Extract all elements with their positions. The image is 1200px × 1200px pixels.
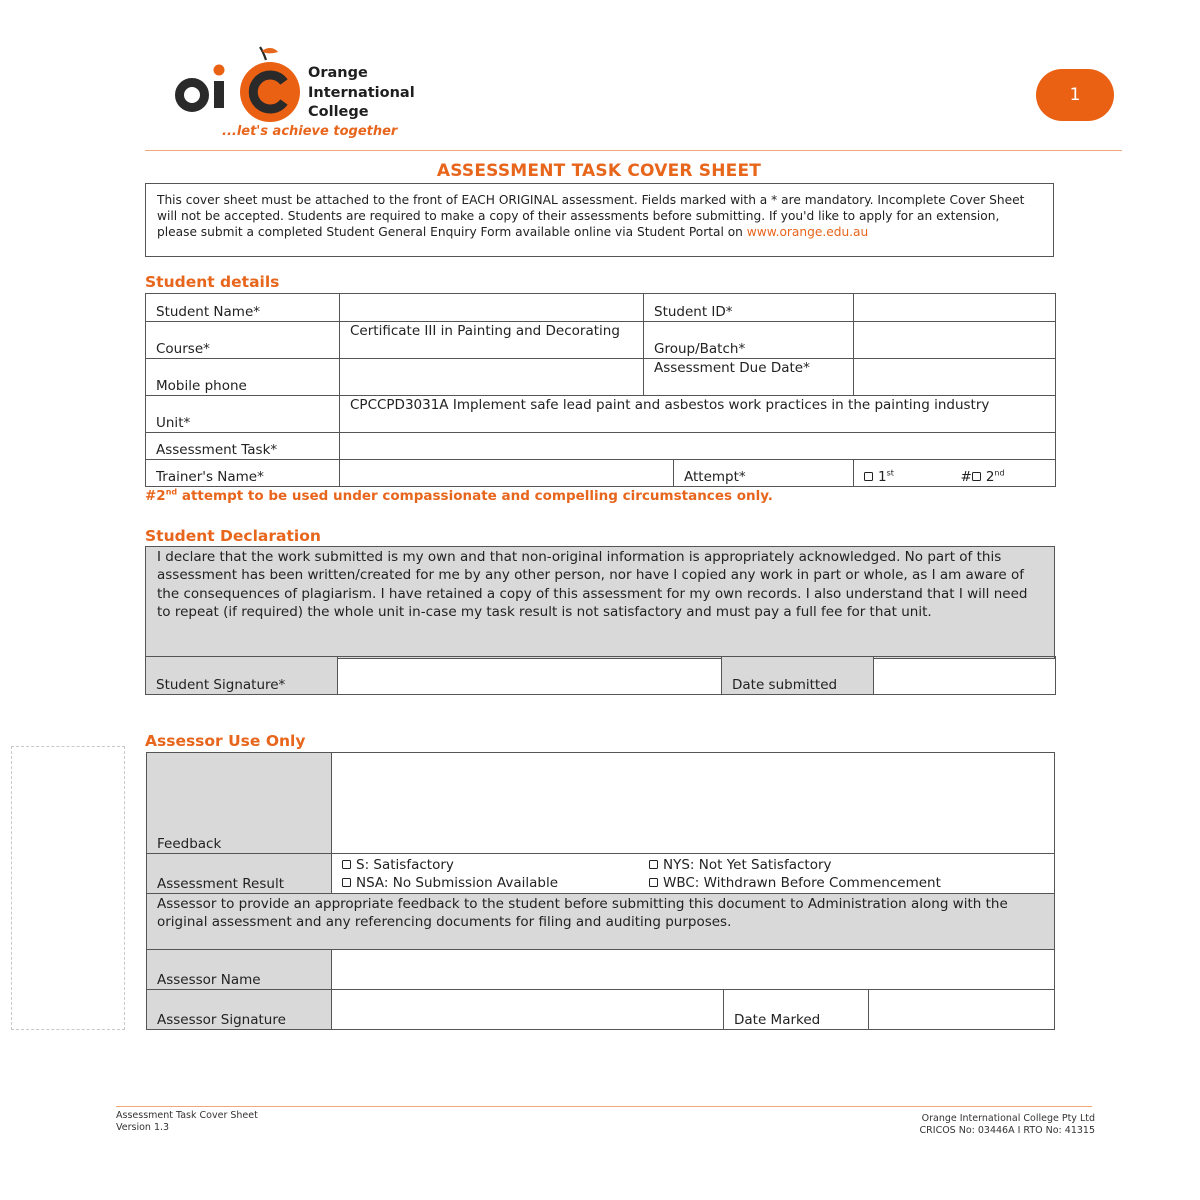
student-id-field[interactable] — [854, 294, 1056, 322]
checkbox-icon[interactable] — [972, 472, 981, 481]
date-submitted-field[interactable] — [874, 657, 1056, 695]
checkbox-icon[interactable] — [342, 878, 351, 887]
course-field[interactable]: Certificate III in Painting and Decorating — [340, 322, 644, 359]
checkbox-icon[interactable] — [649, 878, 658, 887]
checkbox-icon[interactable] — [649, 860, 658, 869]
tagline: ...let's achieve together — [222, 124, 398, 139]
unit-label: Unit* — [146, 396, 340, 433]
result-option-s[interactable]: S: Satisfactory — [342, 856, 649, 874]
checkbox-icon[interactable] — [864, 472, 873, 481]
assessment-result-label: Assessment Result — [147, 854, 332, 894]
result-option-nys[interactable]: NYS: Not Yet Satisfactory — [649, 856, 941, 874]
assessment-result-options — [332, 854, 1055, 894]
date-marked-field[interactable] — [869, 990, 1055, 1030]
trainer-name-label: Trainer's Name* — [146, 460, 340, 487]
checkbox-icon[interactable] — [342, 860, 351, 869]
assessor-instruction: Assessor to provide an appropriate feedback to the student before submitting this document to Administration along with the original assessment and any referencing documents for filing and auditing purposes. — [147, 894, 1055, 950]
logo-mark-text: oiC — [174, 44, 176, 45]
dashed-margin-box — [11, 746, 125, 1030]
student-details-heading: Student details — [145, 273, 280, 291]
footer-divider — [116, 1106, 1092, 1107]
result-option-wbc[interactable]: WBC: Withdrawn Before Commencement — [649, 874, 941, 892]
attempt-second-option[interactable]: # 2nd — [960, 468, 1005, 485]
assessor-signature-label: Assessor Signature — [147, 990, 332, 1030]
assessment-task-field[interactable] — [340, 433, 1056, 460]
header-divider — [145, 150, 1122, 151]
footer-registration: CRICOS No: 03446A I RTO No: 41315 — [919, 1125, 1095, 1136]
group-batch-field[interactable] — [854, 322, 1056, 359]
intro-box — [145, 183, 1054, 257]
assessment-task-label: Assessment Task* — [146, 433, 340, 460]
feedback-label: Feedback — [147, 753, 332, 854]
mobile-phone-label: Mobile phone — [146, 359, 340, 396]
footer-right — [800, 1113, 1095, 1137]
attempt-label: Attempt* — [674, 460, 854, 487]
college-name-line-3: College — [308, 104, 369, 120]
student-name-field[interactable] — [340, 294, 644, 322]
footer-document-name: Assessment Task Cover Sheet — [116, 1110, 258, 1121]
website-link[interactable]: www.orange.edu.au — [746, 225, 869, 239]
declaration-text: I declare that the work submitted is my own and that non-original information is appropriately acknowledged. No part of this assessment has been written/created for me by any other person, nor have I copied any work in part or whole, as I am aware of the consequences of plagiarism. I have retained a copy of this assessment for my own records. I also understand that I will need to repeat (if required) the whole unit in-case my task result is not satisfactory and must pay a full fee for that unit. — [145, 546, 1055, 659]
footer-company-name: Orange International College Pty Ltd — [921, 1113, 1095, 1124]
footer-left — [116, 1110, 258, 1134]
student-signature-label: Student Signature* — [146, 657, 338, 695]
footer-version: Version 1.3 — [116, 1122, 170, 1133]
assessment-due-date-field[interactable] — [854, 359, 1056, 396]
college-name — [308, 64, 415, 123]
assessment-due-date-label: Assessment Due Date* — [644, 359, 854, 396]
student-name-label: Student Name* — [146, 294, 340, 322]
attempt-options — [854, 460, 1056, 487]
declaration-signature-table — [145, 656, 1056, 695]
student-declaration-heading: Student Declaration — [145, 527, 321, 545]
assessor-signature-field[interactable] — [332, 990, 724, 1030]
assessor-table — [146, 752, 1055, 1030]
date-marked-label: Date Marked — [724, 990, 869, 1030]
assessor-use-heading: Assessor Use Only — [145, 732, 306, 750]
result-option-nsa[interactable]: NSA: No Submission Available — [342, 874, 649, 892]
student-id-label: Student ID* — [644, 294, 854, 322]
feedback-field[interactable] — [332, 753, 1055, 854]
group-batch-label: Group/Batch* — [644, 322, 854, 359]
student-details-table — [145, 293, 1056, 487]
college-name-line-1: Orange — [308, 65, 368, 81]
mobile-phone-field[interactable] — [340, 359, 644, 396]
page-number-badge: 1 — [1036, 69, 1114, 121]
intro-text: This cover sheet must be attached to the front of EACH ORIGINAL assessment. Fields marked with a * are mandatory. Incomplete Cover Sheet will not be accepted. Students are required to make a copy of their assessments before submitting. If you'd like to apply for an extension, please submit a completed Student General Enquiry Form available online via Student Portal on — [157, 193, 1025, 239]
college-name-line-2: International — [308, 84, 415, 101]
trainer-name-field[interactable] — [340, 460, 674, 487]
assessor-name-field[interactable] — [332, 950, 1055, 990]
course-label: Course* — [146, 322, 340, 359]
attempt-first-option[interactable]: 1st — [864, 469, 894, 485]
date-submitted-label: Date submitted — [722, 657, 874, 695]
assessor-name-label: Assessor Name — [147, 950, 332, 990]
document-title: ASSESSMENT TASK COVER SHEET — [436, 161, 762, 181]
second-attempt-note: #2nd attempt to be used under compassionate and compelling circumstances only. — [145, 487, 773, 504]
college-logo — [174, 44, 306, 124]
student-signature-field[interactable] — [338, 657, 722, 695]
unit-field[interactable]: CPCCPD3031A Implement safe lead paint and asbestos work practices in the painting industry — [340, 396, 1056, 433]
